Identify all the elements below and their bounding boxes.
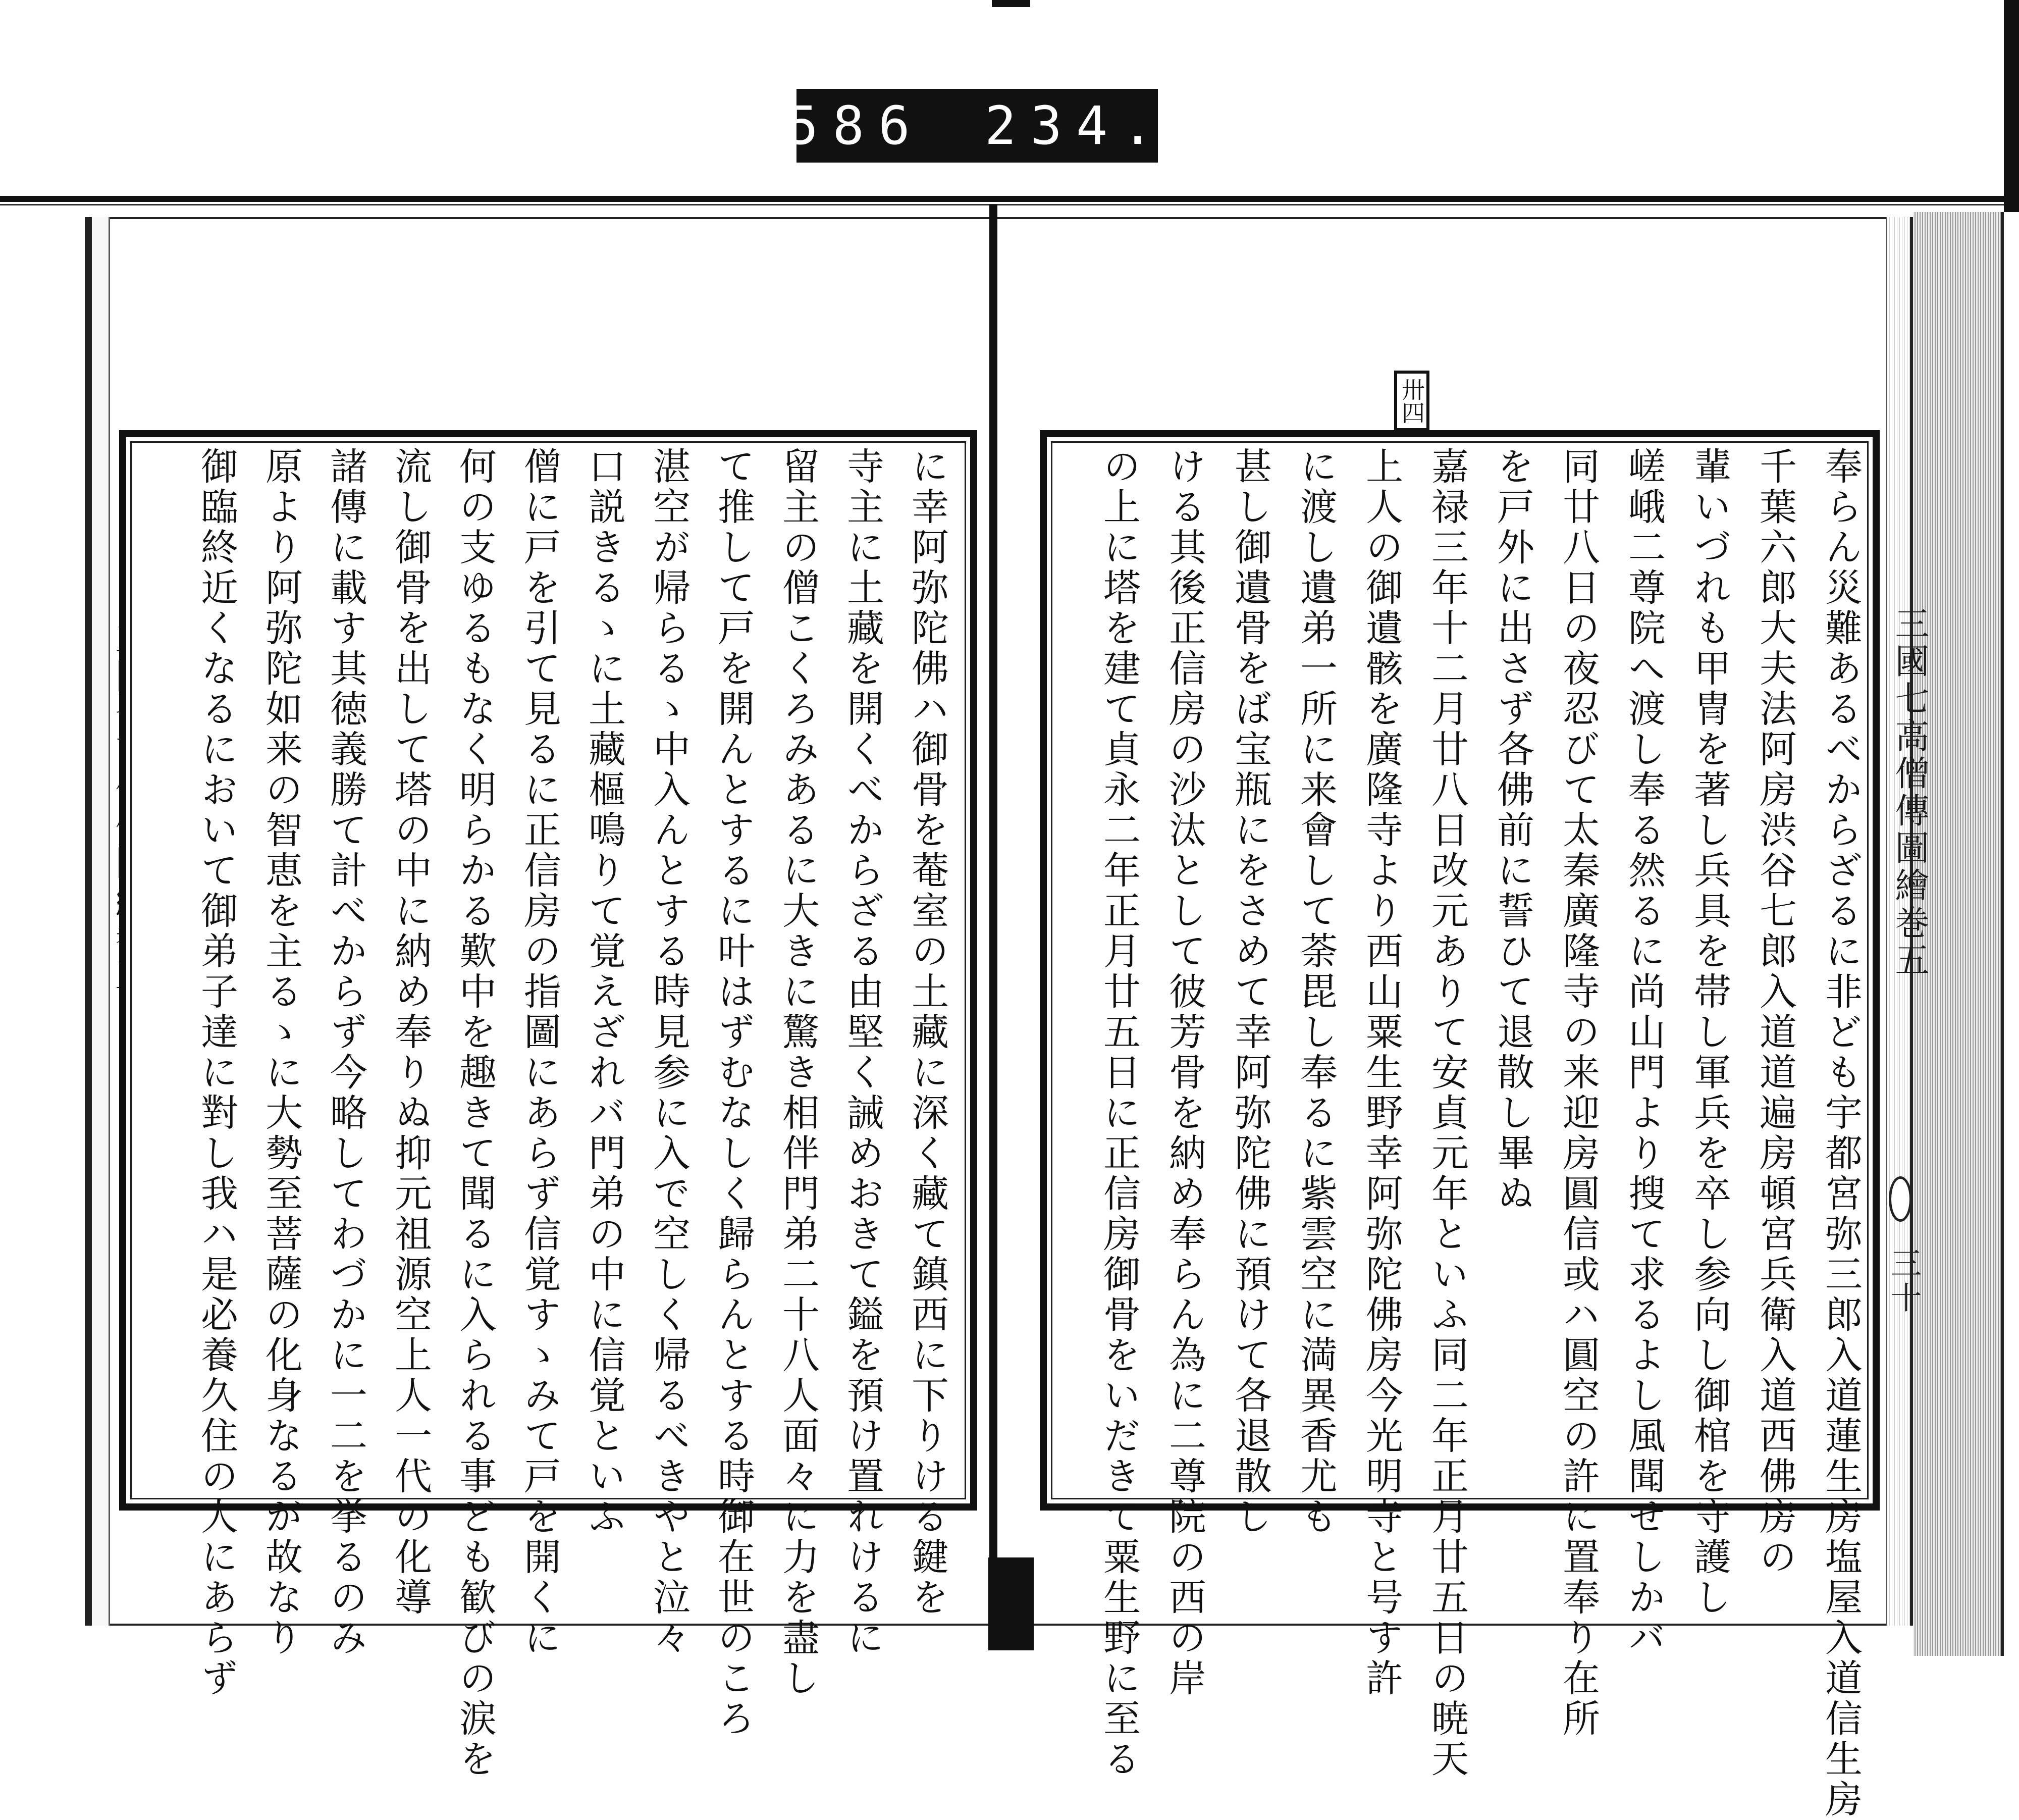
scan-right-post [2004,0,2019,212]
right-text-column: 上人の御遺骸を廣隆寺より西山粟生野幸阿弥陀佛房今光明寺と号す許 [1360,447,1403,1699]
left-text-column: 寺主に土藏を開くべからざる由堅く誡めおきて鎰を預け置れけるに [841,447,884,1658]
left-text-column: に幸阿弥陀佛ハ御骨を菴室の土藏に深く藏て鎮西に下りける鍵を [906,447,949,1618]
reel-number: 586 [786,95,924,157]
left-text-column: 僧に戸を引て見るに正信房の指圖にあらず信覚すゝみて戸を開くに [518,447,561,1658]
right-text-column: ける其後正信房の沙汰として彼芳骨を納め奉らん為に二尊院の西の岸 [1163,447,1206,1699]
right-text-column: 千葉六郎大夫法阿房渋谷七郎入道道遍房頓宮兵衛入道西佛房の [1754,447,1797,1578]
right-text-column: 同廿八日の夜忍びて太秦廣隆寺の来迎房圓信或ハ圓空の許に置奉り在所 [1557,447,1600,1739]
left-text-column: 湛空が帰らるゝ中入んとする時見参に入で空しく帰るべきやと泣々 [647,447,690,1658]
right-text-column: 甚し御遺骨をば宝瓶にをさめて幸阿弥陀佛に預けて各退散し [1229,447,1272,1537]
left-text-column: 原より阿弥陀如来の智恵を主るゝに大勢至菩薩の化身なるが故なり [259,447,303,1658]
right-text-column: 輩いづれも甲冑を著し兵具を帯し軍兵を卒し参向し御棺を守護し [1688,447,1731,1618]
left-text-column: 流し御骨を出して塔の中に納め奉りぬ抑元祖源空上人一代の化導 [389,447,432,1618]
left-text-column: 御臨終近くなるにおいて御弟子達に對し我ハ是必養久住の人にあらず [195,447,238,1699]
right-text-column: を戸外に出さず各佛前に誓ひて退散し畢ぬ [1491,447,1534,1214]
right-text-column: 嵯峨二尊院へ渡し奉る然るに尚山門より搜て求るよし風聞せしかバ [1622,447,1666,1658]
frame-number: 234. [984,95,1168,157]
left-page-spine-edge [87,217,110,1626]
section-marker: 卅四 [1394,371,1429,431]
right-page-number: 三十 [1885,1247,1922,1316]
left-text-column: 留主の僧こくろみあるに大きに驚き相伴門弟二十八人面々に力を盡し [776,447,820,1699]
left-text-column: 諸傳に載す其徳義勝て計べからず今略してわづかに一二を挙るのみ [324,447,367,1658]
scan-top-mark [992,0,1030,7]
right-text-column: 奉らん災難あるべからざるに非ども宇都宮弥三郎入道蓮生房塩屋入道信生房 [1819,447,1863,1820]
right-text-column: 嘉禄三年十二月廿八日改元ありて安貞元年といふ同二年正月廿五日の暁天 [1425,447,1469,1780]
left-text-column: 口説きるゝに土藏樞鳴りて覚えざれバ門弟の中に信覚といふ [582,447,626,1537]
scan-top-rule [0,196,2019,202]
right-margin-title: 三國七高僧傳圖繪巻五 [1889,606,1929,979]
left-text-column: て推して戸を開んとするに叶はずむなしく歸らんとする時御在世のころ [712,447,755,1739]
gutter-shadow [988,1557,1034,1650]
book-gutter [989,204,997,1650]
right-text-column: の上に塔を建て貞永二年正月廿五日に正信房御骨をいだきて粟生野に至る [1097,447,1141,1780]
scan-top-rule-thin [0,204,2004,205]
right-text-column: に渡し遺弟一所に来會して荼毘し奉るに紫雲空に満異香尤も [1294,447,1338,1537]
left-text-column: 何の支ゆるもなく明らかる歎中を趣きて聞るに入られる事ども歓びの涙を [453,447,497,1780]
microfilm-frame-label [786,89,1168,163]
right-thumb-hole [1889,1176,1912,1222]
